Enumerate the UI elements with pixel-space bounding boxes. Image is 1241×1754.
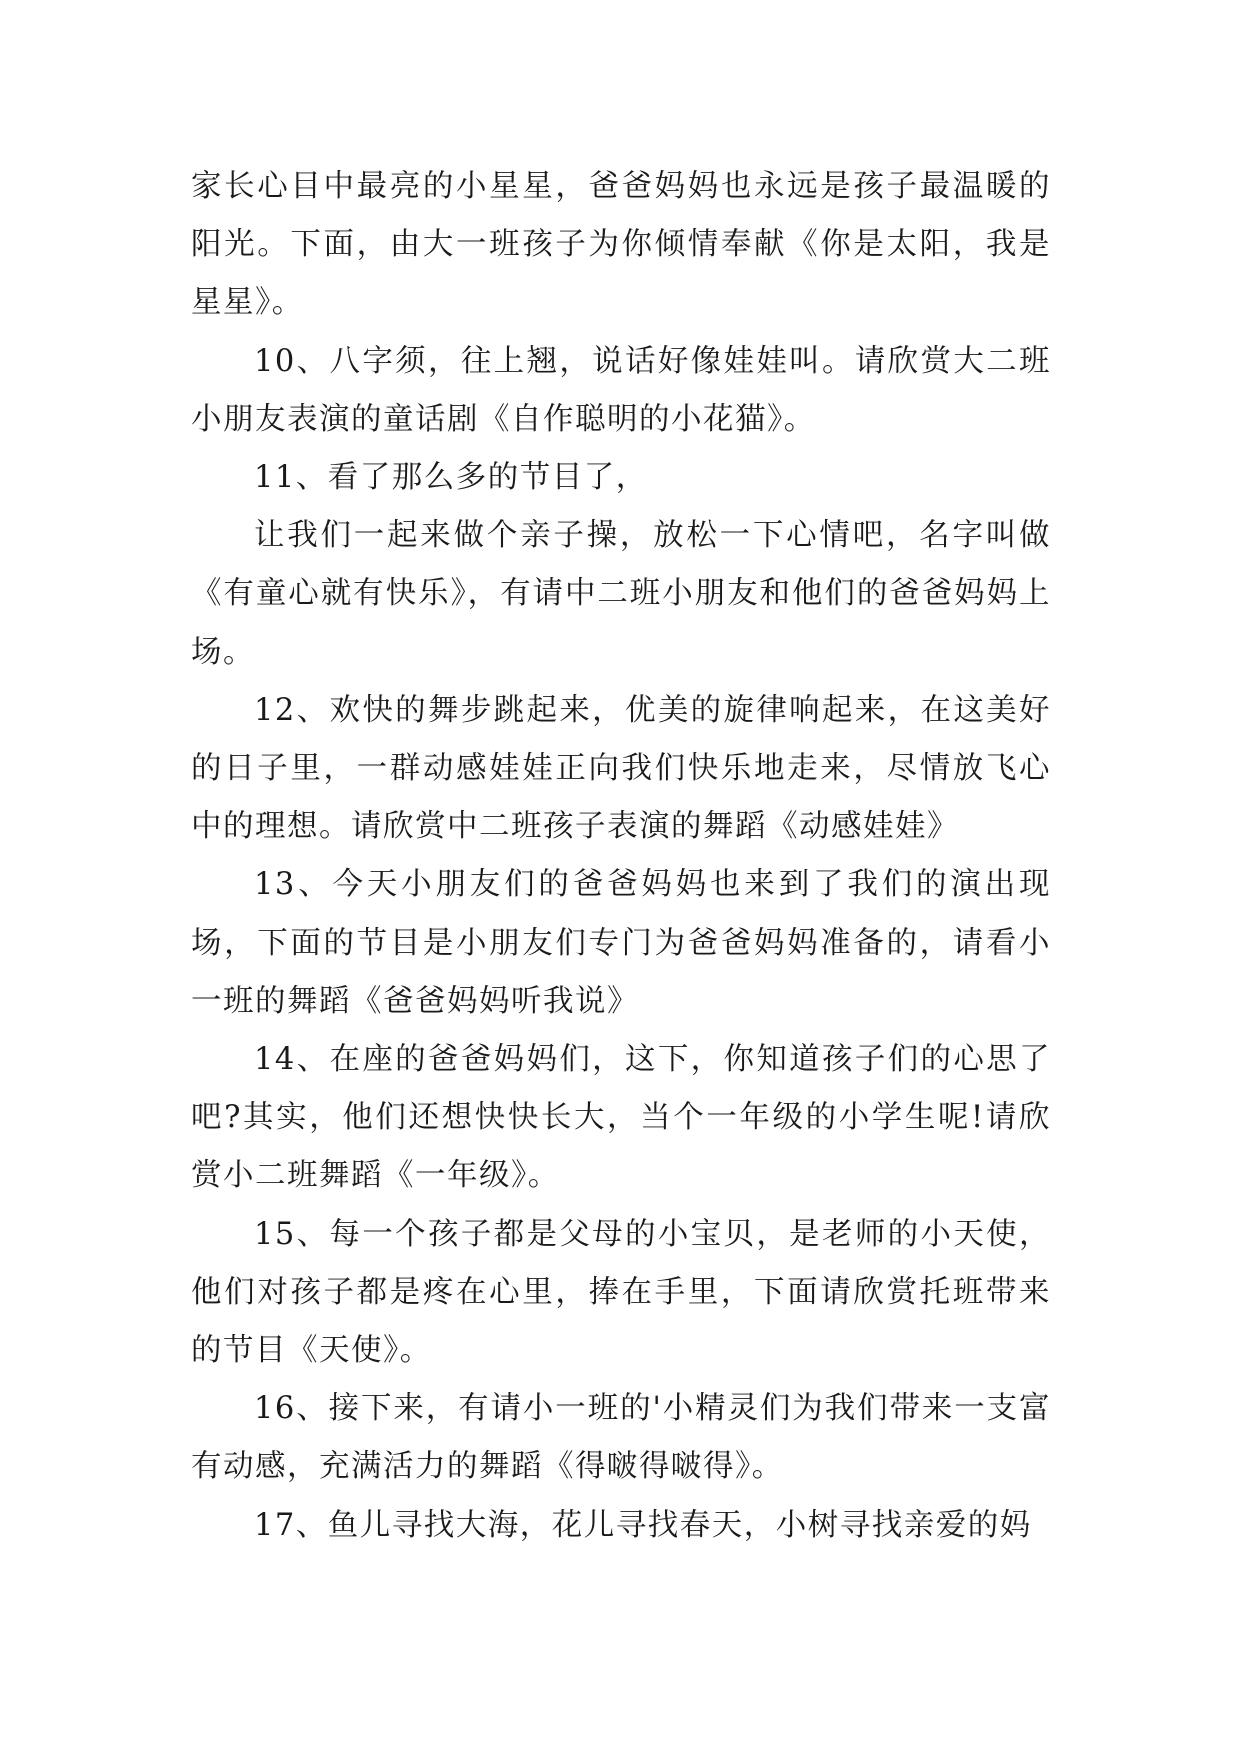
paragraph: 15、每一个孩子都是父母的小宝贝，是老师的小天使，他们对孩子都是疼在心里，捧在手里，下面请欣赏托班带来的节目《天使》。	[191, 1216, 1051, 1369]
paragraph: 12、欢快的舞步跳起来，优美的旋律响起来，在这美好的日子里，一群动感娃娃正向我们快乐地走来，尽情放飞心中的理想。请欣赏中二班孩子表演的舞蹈《动感娃娃》	[191, 692, 1051, 845]
paragraph: 10、八字须，往上翘，说话好像娃娃叫。请欣赏大二班小朋友表演的童话剧《自作聪明的小花猫》。	[191, 343, 1051, 437]
paragraph: 14、在座的爸爸妈妈们，这下，你知道孩子们的心思了吧?其实，他们还想快快长大，当个一年级的小学生呢!请欣赏小二班舞蹈《一年级》。	[191, 1042, 1051, 1194]
body-text	[191, 158, 1051, 1555]
paragraph: 13、今天小朋友们的爸爸妈妈也来到了我们的演出现场，下面的节目是小朋友们专门为爸爸妈妈准备的，请看小一班的舞蹈《爸爸妈妈听我说》	[191, 867, 1051, 1019]
paragraph: 16、接下来，有请小一班的'小精灵们为我们带来一支富有动感，充满活力的舞蹈《得啵得啵得》。	[191, 1391, 1051, 1485]
paragraph: 17、鱼儿寻找大海，花儿寻找春天，小树寻找亲爱的妈	[254, 1507, 1032, 1543]
paragraph: 让我们一起来做个亲子操，放松一下心情吧，名字叫做《有童心就有快乐》，有请中二班小朋友和他们的爸爸妈妈上场。	[191, 518, 1051, 670]
paragraph: 家长心目中最亮的小星星，爸爸妈妈也永远是孩子最温暖的阳光。下面，由大一班孩子为你倾情奉献《你是太阳，我是星星》。	[191, 169, 1051, 321]
paragraph: 11、看了那么多的节目了，	[254, 460, 648, 496]
